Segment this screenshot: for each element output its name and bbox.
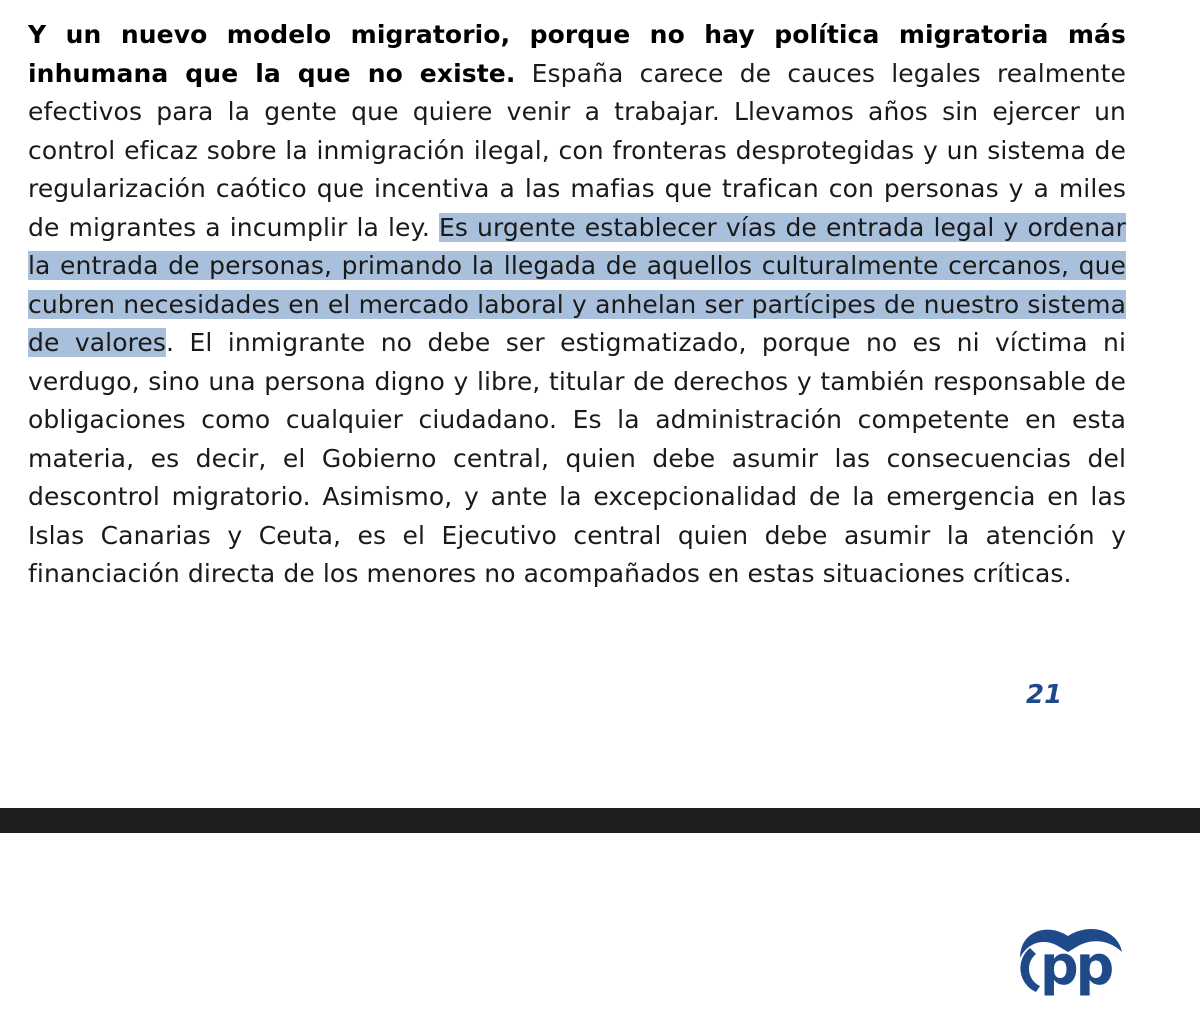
pp-logo-letters: pp — [1040, 934, 1112, 996]
paragraph-text: España carece de cauces legales realmente efectivos para la gente que quiere venir a trabajar. Llevamos años sin ejercer un control eficaz sobre la inmigración ilegal, con fronteras desprotegidas y un sistema de regularización caótico que incentiva a las mafias que trafican con personas y a miles de migrantes a incumplir la ley. — [28, 58, 1127, 242]
body-paragraph — [28, 16, 1126, 594]
pp-logo-arc — [1020, 948, 1040, 992]
page-separator-bar — [0, 808, 1200, 833]
paragraph-text-continued: . El inmigrante no debe ser estigmatizado, porque no es ni víctima ni verdugo, sino una persona digno y libre, titular de derechos y también responsable de obligaciones como cualquier ciudadano. Es la administración competente en esta materia, es decir, el Gobierno central, quien debe asumir las consecuencias del descontrol migratorio. Asimismo, y ante la excepcionalidad de la emergencia en las Islas Canarias y Ceuta, es el Ejecutivo central quien debe asumir la atención y financiación directa de los menores no acompañados en estas situaciones críticas. — [28, 328, 1126, 588]
highlighted-selection[interactable]: Es urgente establecer vías de entrada legal y ordenar la entrada de personas, primando la llegada de aquellos culturalmente cercanos, que cubren necesidades en el mercado laboral y anhelan ser partícipes de nuestro sistema de valores — [28, 212, 1126, 357]
pp-logo — [1006, 918, 1130, 996]
paragraph-lead: Y un nuevo modelo migratorio, porque no hay política migratoria más inhumana que la que no existe. — [28, 20, 1126, 88]
page-number: 21 — [1026, 680, 1063, 710]
